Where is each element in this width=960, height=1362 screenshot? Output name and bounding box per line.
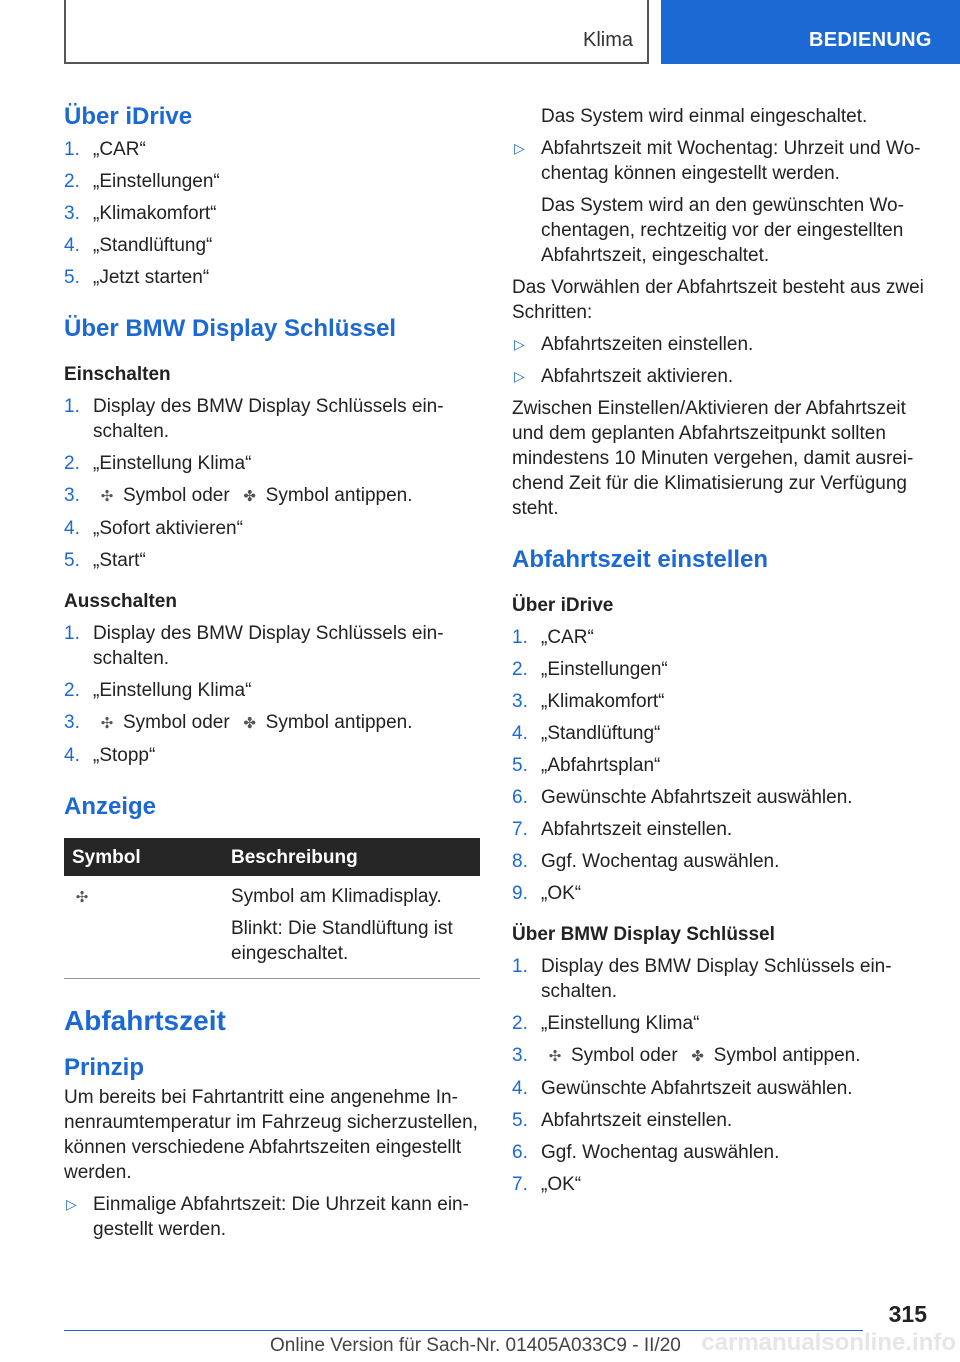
list-item: 1. Display des BMW Display Schlüssels ein-schalten. xyxy=(64,396,444,442)
list-item: ▷ Abfahrtszeit mit Wochentag: Uhrzeit und Wo-chentag können eingestellt werden. Das System wird an den gewünschten Wo-chentagen, rechtzeitig vor der eingestellten Abfahrtszeit, eingeschaltet. xyxy=(514,138,921,266)
list-item: 3. ✣ Symbol oder ✤ Symbol antippen. xyxy=(64,710,480,736)
header-section-title: Klima xyxy=(582,29,633,51)
watermark: carmanualsonline.info xyxy=(701,1329,956,1356)
triangle-bullet-icon: ▷ xyxy=(66,1196,77,1212)
list-item: 3. „Klimakomfort“ xyxy=(512,691,665,712)
table-header-beschreibung: Beschreibung xyxy=(223,838,480,876)
ausschalten-steps xyxy=(64,621,480,768)
list-item: 7. „OK“ xyxy=(512,1174,582,1195)
subheading-ausschalten: Ausschalten xyxy=(64,591,177,612)
table-header-symbol: Symbol xyxy=(64,838,223,876)
list-item: 4. „Sofort aktivieren“ xyxy=(64,518,243,539)
fan-blinking-icon: ✤ xyxy=(243,715,256,732)
list-item: 3. „Klimakomfort“ xyxy=(64,203,217,224)
triangle-bullet-icon: ▷ xyxy=(514,140,525,156)
list-item: 2. „Einstellungen“ xyxy=(64,171,220,192)
fan-icon: ✣ xyxy=(75,889,89,906)
bullet-list xyxy=(64,1192,480,1242)
einstellen-idrive-steps xyxy=(512,625,927,906)
header-section-box xyxy=(64,0,649,64)
idrive-steps xyxy=(64,137,480,290)
table-header-row xyxy=(64,838,480,876)
paragraph-prinzip: Um bereits bei Fahrtantritt eine angenehme In-nenraumtemperatur im Fahrzeug sicherzustellen, können verschiedene Abfahrtszeiten eingestellt werden. xyxy=(64,1087,478,1183)
subheading-einschalten: Einschalten xyxy=(64,364,171,385)
list-item: 2. „Einstellung Klima“ xyxy=(64,680,252,701)
list-item: 5. Abfahrtszeit einstellen. xyxy=(512,1110,733,1131)
heading-anzeige: Anzeige xyxy=(64,793,157,820)
header-chapter-box xyxy=(661,0,960,64)
list-item: 7. Abfahrtszeit einstellen. xyxy=(512,819,733,840)
list-item: 4. „Standlüftung“ xyxy=(512,723,661,744)
paragraph-vorwaehlen: Das Vorwählen der Abfahrtszeit besteht aus zwei Schritten: xyxy=(512,277,924,323)
paragraph-continued: Das System wird einmal eingeschaltet. xyxy=(541,106,868,127)
list-item: 8. Ggf. Wochentag auswählen. xyxy=(512,851,780,872)
fan-icon: ✣ xyxy=(100,488,114,505)
right-column xyxy=(512,100,927,1204)
list-item: 4. „Stopp“ xyxy=(64,745,156,766)
paragraph-zwischen: Zwischen Einstellen/Aktivieren der Abfahrtszeit und dem geplanten Abfahrtszeitpunkt sollten mindestens 10 Minuten vergehen, damit ausrei-chend Zeit für die Klimatisierung zur Verfügung steht. xyxy=(512,398,914,519)
table-row xyxy=(64,876,480,979)
list-item: 3. ✣ Symbol oder ✤ Symbol antippen. xyxy=(512,1043,927,1069)
footer-text: Online Version für Sach-Nr. 01405A033C9 - II/20 xyxy=(270,1335,681,1356)
page-number: 315 xyxy=(888,1301,927,1327)
heading-abfahrtszeit: Abfahrtszeit xyxy=(64,1005,226,1036)
list-item: ▷ Abfahrtszeiten einstellen. xyxy=(514,334,754,355)
list-item: 6. Gewünschte Abfahrtszeit auswählen. xyxy=(512,787,853,808)
list-item: 1. Display des BMW Display Schlüssels ein-schalten. xyxy=(512,956,892,1002)
fan-blinking-icon: ✤ xyxy=(691,1048,704,1065)
einschalten-steps xyxy=(64,394,480,573)
triangle-bullet-icon: ▷ xyxy=(514,336,525,352)
left-column xyxy=(64,100,480,1249)
list-item: 5. „Start“ xyxy=(64,550,146,571)
fan-blinking-icon: ✤ xyxy=(243,488,256,505)
symbol-table xyxy=(64,838,480,979)
list-item: ▷ Einmalige Abfahrtszeit: Die Uhrzeit kann ein-gestellt werden. xyxy=(66,1194,469,1240)
list-item: 9. „OK“ xyxy=(512,883,582,904)
list-item: ▷ Abfahrtszeit aktivieren. xyxy=(514,366,734,387)
list-item: 2. „Einstellung Klima“ xyxy=(512,1013,700,1034)
list-item: 4. „Standlüftung“ xyxy=(64,235,213,256)
triangle-bullet-icon: ▷ xyxy=(514,368,525,384)
list-item: 2. „Einstellung Klima“ xyxy=(64,453,252,474)
heading-prinzip: Prinzip xyxy=(64,1054,145,1081)
list-item: 1. Display des BMW Display Schlüssels ein-schalten. xyxy=(64,623,444,669)
einstellen-key-steps xyxy=(512,954,927,1197)
table-cell-description: Symbol am Klimadisplay. Blinkt: Die Standlüftung ist eingeschaltet. xyxy=(223,876,480,979)
bullet-list xyxy=(512,332,927,389)
heading-key: Über BMW Display Schlüssel xyxy=(64,315,397,342)
list-item: 3. ✣ Symbol oder ✤ Symbol antippen. xyxy=(64,483,480,509)
subheading-idrive: Über iDrive xyxy=(512,595,614,616)
heading-idrive: Über iDrive xyxy=(64,103,193,130)
fan-icon: ✣ xyxy=(548,1048,562,1065)
list-item: 2. „Einstellungen“ xyxy=(512,659,668,680)
fan-icon: ✣ xyxy=(100,715,114,732)
subheading-key: Über BMW Display Schlüssel xyxy=(512,924,775,945)
list-item: 6. Ggf. Wochentag auswählen. xyxy=(512,1142,780,1163)
heading-abfahrtszeit-einstellen: Abfahrtszeit einstellen xyxy=(512,546,769,573)
list-item: 5. „Jetzt starten“ xyxy=(64,267,210,288)
list-item: 4. Gewünschte Abfahrtszeit auswählen. xyxy=(512,1078,853,1099)
list-item: 1. „CAR“ xyxy=(64,139,146,160)
bullet-list xyxy=(512,136,927,268)
header-chapter-title: BEDIENUNG xyxy=(809,29,932,51)
list-item: 5. „Abfahrtsplan“ xyxy=(512,755,661,776)
list-item: 1. „CAR“ xyxy=(512,627,594,648)
table-cell-symbol xyxy=(64,876,223,979)
